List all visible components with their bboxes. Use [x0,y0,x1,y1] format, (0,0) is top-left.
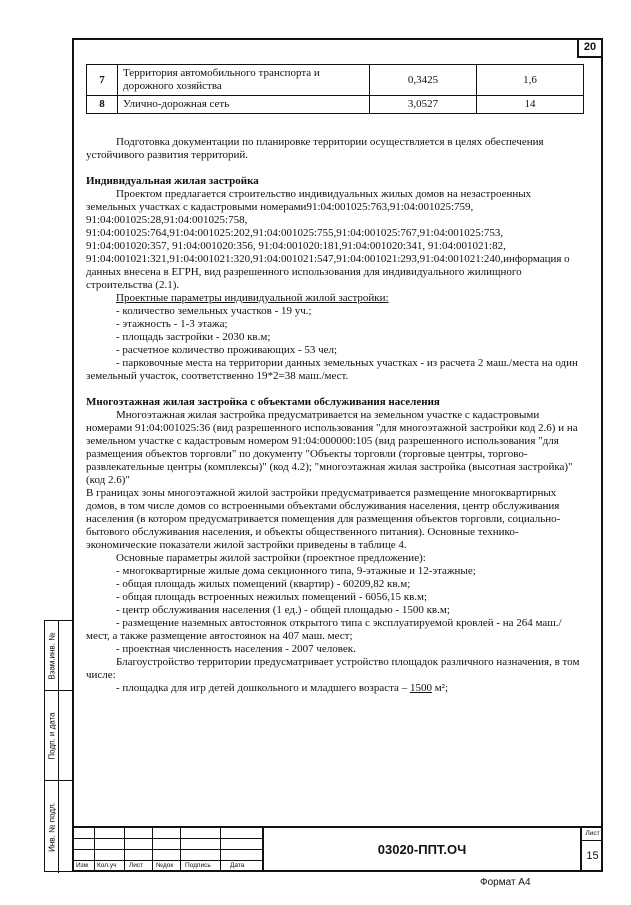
col-header: Подпись [185,862,211,869]
list-item: - парковочные места на территории данных земельных участках - из расчета 2 маш./места на один земельный участок, соответственно 19*2=38 маш./мест. [86,357,578,382]
table-row [87,96,584,114]
side-stamp [44,620,72,872]
stamp-label: Подп. и дата [47,711,56,760]
list-item: - общая площадь встроенных нежилых помещений - 6056,15 кв.м; [116,591,428,603]
stamp-label: Взам.инв. № [47,631,56,680]
col-header: Кол.уч [97,862,117,869]
row-area: 0,3425 [370,65,477,96]
list-item: - многоквартирные жилые дома секционного типа, 9-этажные и 12-этажные; [116,565,476,577]
row-name: Улично-дорожная сеть [118,96,370,114]
row-name: Территория автомобильного транспорта и дорожного хозяйства [118,65,370,96]
list-item: - центр обслуживания населения (1 ед.) - общей площадью - 1500 кв.м; [116,604,450,616]
sheet-number: 15 [586,850,599,862]
paragraph-zone: В границах зоны многоэтажной жилой застройки предусматривается размещение многоквартирных домов, в том числе домов со встроенными объектами обслуживания населения, центр обслуживания населения (в котором предусматривается помещения для размещения объектов торговли, социально-бытового обслуживания населения, и объекты общественного питания). Основные технико-экономические показатели жилой застройки приведены в таблице 4. [86,487,561,551]
table-row [87,65,584,96]
revision-grid [72,828,262,872]
document-code: 03020-ППТ.ОЧ [262,828,580,872]
format-label: Формат А4 [480,877,531,888]
land-use-table [86,64,584,114]
paragraph-individual: Проектом предлагается строительство индивидуальных жилых домов на незастроенных земельных участках с кадастровыми номерами91:04:001025:763,91:04:001025:759, 91:04:001025:28,91:04:001025:758, 91:04:001025:764,91:04:001025:202,91:04:001025:755,91:04:001025:767,91:04:001025:753, 91:04:001020:357, 91:04:001020:356, 91:04:001020:181,91:04:001020:341, 91:04:001021:82, 91:04:001021:321,91:04:001021:320,91:04:001021:547,91:04:001021:293,91:04:001021:240,информация о данных внесена в ЕГРН, вид разрешенного использования для индивидуального жилищного строительства (2.1). [86,188,570,291]
row-percent: 1,6 [477,65,584,96]
list-item: - площадка для игр детей дошкольного и младшего возраста – 1500 м²; [116,682,449,694]
sheet-label: Лист [582,828,603,841]
list-item: - количество земельных участков - 19 уч.; [116,305,312,317]
playground-area-value: 1500 [409,682,432,694]
params-subheading: Проектные параметры индивидуальной жилой застройки: [116,292,389,304]
title-block [72,826,603,872]
col-header: Изм [76,862,89,869]
paragraph-multistorey: Многоэтажная жилая застройка предусматривается на земельном участке с кадастровыми номерами 91:04:001025:36 (вид разрешенного использования "для многоэтажной застройки код 2.6) и на земельном участке с кадастровым номером 91:04:000000:105 (вид разрешенного использования "для размещения объектов торговли" по документу "Объекты торговли (торговые центры, торгово-развлекательные центры (комплексы)" (код 4.2); "многоэтажная жилая застройка (высотная застройка)" (код 2.6)" [86,409,578,486]
list-item: - этажность - 1-3 этажа; [116,318,228,330]
paragraph-main-params: Основные параметры жилой застройки (проектное предложение): [116,552,426,564]
body-text [86,136,582,695]
col-header: №док [156,862,174,869]
stamp-label: Инв. № подл. [47,802,56,852]
list-item: - размещение наземных автостоянок открытого типа с эксплуатируемой кровлей - на 264 маш./мест, а также размещение автостоянок на 407 маш. мест; [86,617,562,642]
row-number: 8 [87,96,118,114]
sheet-cell [580,828,603,872]
section-heading-individual: Индивидуальная жилая застройка [86,175,259,187]
intro-paragraph: Подготовка документации по планировке территории осуществляется в целях обеспечения устойчивого развития территорий. [86,136,544,161]
list-item: - общая площадь жилых помещений (квартир) - 60209,82 кв.м; [116,578,411,590]
paragraph-landscaping: Благоустройство территории предусматривает устройство площадок различного назначения, в том числе: [86,656,580,681]
page-number: 20 [577,38,603,58]
row-percent: 14 [477,96,584,114]
section-heading-multistorey: Многоэтажная жилая застройка с объектами обслуживания населения [86,396,440,408]
row-number: 7 [87,65,118,96]
list-item: - расчетное количество проживающих - 53 чел; [116,344,338,356]
row-area: 3,0527 [370,96,477,114]
col-header: Дата [230,862,245,869]
col-header: Лист [129,862,144,869]
list-item: - площадь застройки - 2030 кв.м; [116,331,271,343]
list-item: - проектная численность населения - 2007 человек. [116,643,356,655]
